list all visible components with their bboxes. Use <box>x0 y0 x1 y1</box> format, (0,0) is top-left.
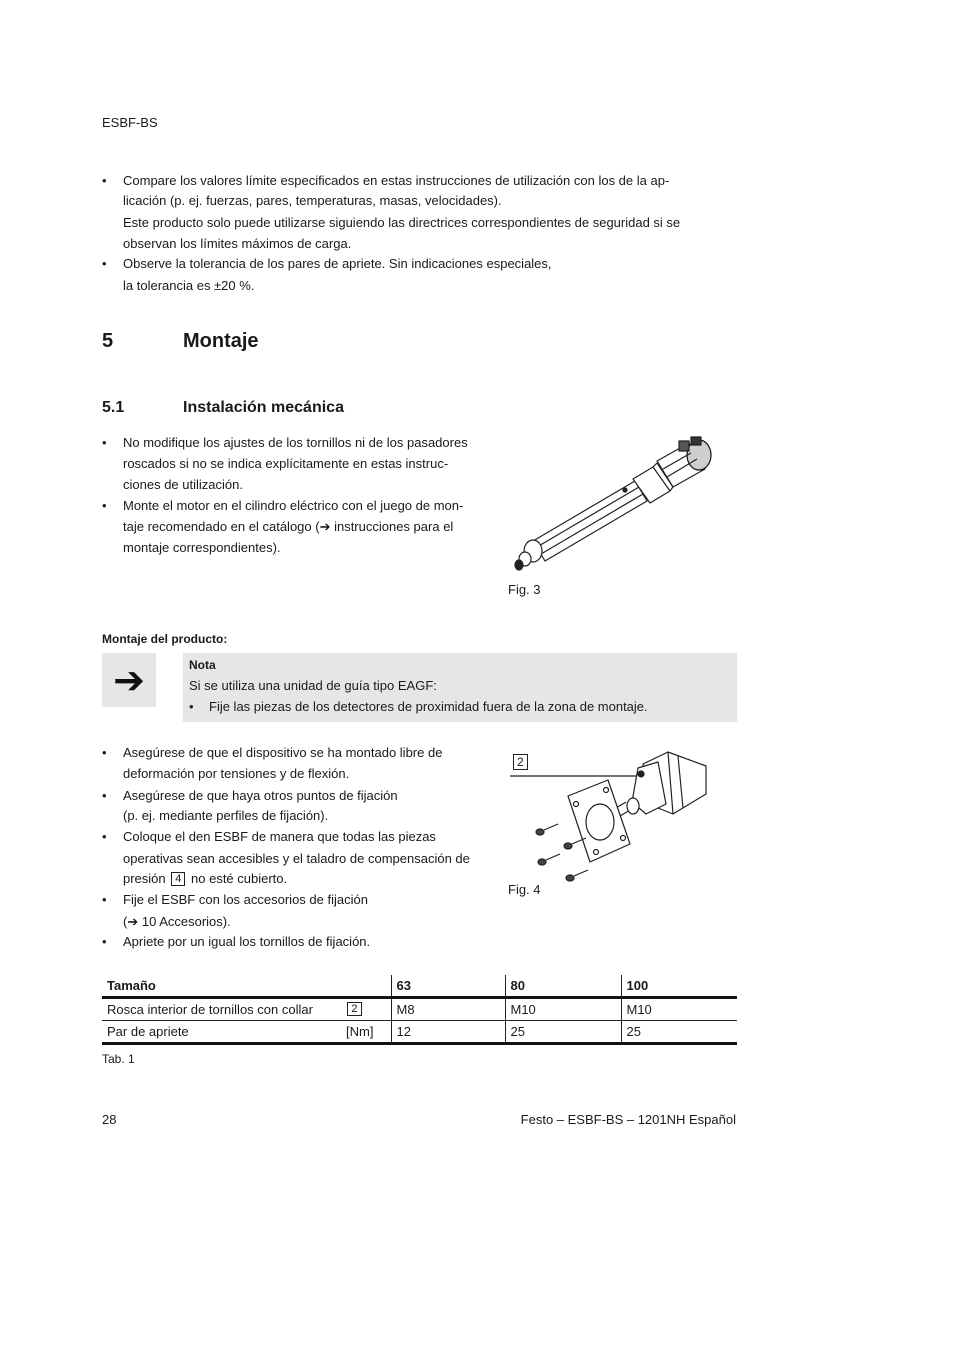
mount-bullet-3-line-2: operativas sean accesibles y el taladro de compensación de <box>123 851 470 866</box>
bullet-dot: • <box>102 745 107 760</box>
bullet-dot: • <box>189 699 194 714</box>
table-cell: M10 <box>505 998 621 1021</box>
reference-marker: 2 <box>347 1002 361 1016</box>
row-unit: [Nm] <box>346 1024 374 1039</box>
doc-code: ESBF-BS <box>102 115 158 130</box>
fig4-callout: 2 <box>513 754 528 770</box>
mount-bullet-5-line-1: Apriete por un igual los tornillos de fijación. <box>123 934 371 949</box>
mount-bullet-4-line-2: (➔ 10 Accesorios). <box>123 914 231 929</box>
intro-bullet-2-line-2: la tolerancia es ±20 %. <box>123 278 255 293</box>
intro-bullet-1-line-4: observan los límites máximos de carga. <box>123 236 352 251</box>
note-bullet: Fije las piezas de los detectores de proximidad fuera de la zona de montaje. <box>209 699 648 714</box>
row-label: Par de apriete <box>107 1024 189 1039</box>
table-cell: M8 <box>391 998 505 1021</box>
subsection-number: 5.1 <box>102 399 125 416</box>
mount-bullet-4-line-1: Fije el ESBF con los accesorios de fijación <box>123 892 368 907</box>
install-bullet-2-line-1: Monte el motor en el cilindro eléctrico con el juego de mon- <box>123 498 464 513</box>
bullet-dot: • <box>102 829 107 844</box>
table-cell: 12 <box>391 1021 505 1044</box>
mount-bullet-2-line-2: (p. ej. mediante perfiles de fijación). <box>123 808 329 823</box>
page-number: 28 <box>102 1112 117 1127</box>
note-text: Si se utiliza una unidad de guía tipo EAGF: <box>189 678 437 693</box>
install-bullet-2-line-3: montaje correspondientes). <box>123 540 281 555</box>
table-header-cell: 80 <box>505 975 621 998</box>
arrow-right-icon: ➔ <box>113 658 145 702</box>
bullet-dot: • <box>102 498 107 513</box>
install-bullet-2-line-2: taje recomendado en el catálogo (➔ instrucciones para el <box>123 519 454 534</box>
bullet-dot: • <box>102 173 107 188</box>
mount-bullet-2-line-1: Asegúrese de que haya otros puntos de fijación <box>123 788 398 803</box>
row-label: Rosca interior de tornillos con collar <box>107 1002 313 1017</box>
bullet-dot: • <box>102 934 107 949</box>
section-title: Montaje <box>183 330 259 352</box>
install-bullet-1-line-3: ciones de utilización. <box>123 477 243 492</box>
note-title: Nota <box>189 658 216 672</box>
reference-marker: 4 <box>171 872 185 886</box>
mount-bullet-1-line-2: deformación por tensiones y de flexión. <box>123 766 350 781</box>
subsection-title: Instalación mecánica <box>183 399 344 416</box>
mount-bullet-3-pre: presión <box>123 871 166 886</box>
table-header-cell: 100 <box>621 975 737 998</box>
bullet-dot: • <box>102 435 107 450</box>
table-row <box>102 998 737 1021</box>
fig3-cylinder-illustration <box>505 433 725 578</box>
table-header-cell: Tamaño <box>102 975 391 998</box>
table-cell-label <box>102 998 391 1021</box>
table-cell: 25 <box>505 1021 621 1044</box>
bullet-dot: • <box>102 788 107 803</box>
mount-bullet-3-line-3 <box>123 870 287 888</box>
install-bullet-1-line-2: roscados si no se indica explícitamente en estas instruc- <box>123 456 449 471</box>
install-bullet-1-line-1: No modifique los ajustes de los tornillos ni de los pasadores <box>123 435 468 450</box>
intro-bullet-1-line-2: licación (p. ej. fuerzas, pares, temperaturas, masas, velocidades). <box>123 193 502 208</box>
section-number: 5 <box>102 330 114 352</box>
intro-bullet-1-line-3: Este producto solo puede utilizarse siguiendo las directrices correspondientes de seguridad si se <box>123 215 681 230</box>
note-icon-box <box>102 653 156 707</box>
mount-heading: Montaje del producto: <box>102 632 228 646</box>
table-header-cell: 63 <box>391 975 505 998</box>
intro-bullet-1-line-1: Compare los valores límite especificados en estas instrucciones de utilización con los de la ap- <box>123 173 670 188</box>
fig3-caption: Fig. 3 <box>508 582 541 597</box>
fig4-caption: Fig. 4 <box>508 882 541 897</box>
table-cell: M10 <box>621 998 737 1021</box>
table-header-row <box>102 975 737 998</box>
table-cell-label <box>102 1021 391 1044</box>
fig4-flange-illustration <box>508 744 708 884</box>
tightening-torque-table <box>102 975 737 1045</box>
table-caption: Tab. 1 <box>102 1052 135 1066</box>
footer-doc: Festo – ESBF-BS – 1201NH Español <box>520 1112 736 1127</box>
intro-bullet-2-line-1: Observe la tolerancia de los pares de apriete. Sin indicaciones especiales, <box>123 256 552 271</box>
mount-bullet-3-line-1: Coloque el den ESBF de manera que todas las piezas <box>123 829 436 844</box>
bullet-dot: • <box>102 892 107 907</box>
table-cell: 25 <box>621 1021 737 1044</box>
mount-bullet-3-post: no esté cubierto. <box>191 871 288 886</box>
mount-bullet-1-line-1: Asegúrese de que el dispositivo se ha montado libre de <box>123 745 443 760</box>
bullet-dot: • <box>102 256 107 271</box>
table-row <box>102 1021 737 1044</box>
